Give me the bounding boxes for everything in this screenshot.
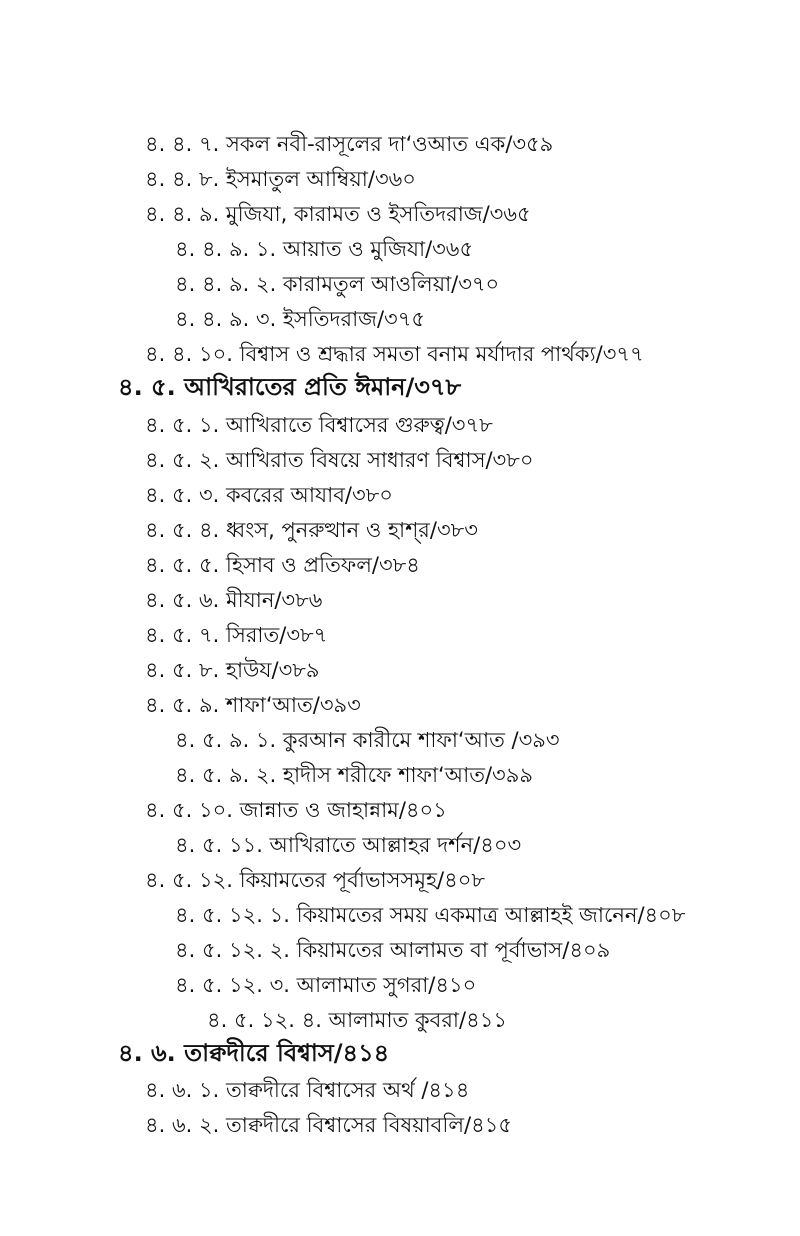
- toc-entry: ৪. ৫. ১০. জান্নাত ও জাহান্নাম/৪০১: [145, 798, 447, 822]
- toc-entry: ৪. ৫. ১২. ৪. আলামাত কুবরা/৪১১: [207, 1008, 507, 1032]
- toc-entry: ৪. ৫. ৯. শাফা‘আত/৩৯৩: [145, 693, 361, 717]
- toc-entry: ৪. ৫. ৯. ২. হাদীস শরীফে শাফা‘আত/৩৯৯: [175, 763, 533, 787]
- toc-entry: ৪. ৫. ৯. ১. কুরআন কারীমে শাফা‘আত /৩৯৩: [175, 728, 560, 752]
- toc-entry: ৪. ৫. ৬. মীযান/৩৮৬: [145, 588, 323, 612]
- toc-entry: ৪. ৫. ১২. ৩. আলামাত সুগরা/৪১০: [175, 973, 477, 997]
- toc-entry: ৪. ৫. ৫. হিসাব ও প্রতিফল/৩৮৪: [145, 553, 420, 577]
- toc-entry: ৪. ৪. ৯. ১. আয়াত ও মুজিযা/৩৬৫: [175, 237, 474, 261]
- toc-section-heading: ৪. ৫. আখিরাতের প্রতি ঈমান/৩৭৮: [118, 373, 462, 401]
- toc-entry: ৪. ৫. ৩. কবরের আযাব/৩৮০: [145, 483, 393, 507]
- toc-entry: ৪. ৫. ১২. কিয়ামতের পূর্বাভাসসমূহ/৪০৮: [145, 868, 486, 892]
- toc-entry: ৪. ৪. ১০. বিশ্বাস ও শ্রদ্ধার সমতা বনাম মর্যাদার পার্থক্য/৩৭৭: [145, 342, 644, 366]
- toc-section-heading: ৪. ৬. তাক্বদীরে বিশ্বাস/৪১৪: [118, 1039, 390, 1067]
- toc-entry: ৪. ৫. ২. আখিরাত বিষয়ে সাধারণ বিশ্বাস/৩৮০: [145, 448, 534, 472]
- toc-entry: ৪. ৫. ৭. সিরাত/৩৮৭: [145, 623, 328, 647]
- toc-entry: ৪. ৫. ১. আখিরাতে বিশ্বাসের গুরুত্ব/৩৭৮: [145, 413, 493, 437]
- toc-entry: ৪. ৬. ২. তাক্বদীরে বিশ্বাসের বিষয়াবলি/৪১৫: [145, 1113, 512, 1137]
- toc-entry: ৪. ৫. ১২. ২. কিয়ামতের আলামত বা পূর্বাভাস/৪০৯: [175, 938, 611, 962]
- toc-entry: ৪. ৪. ৯. ২. কারামতুল আওলিয়া/৩৭০: [175, 272, 500, 296]
- toc-entry: ৪. ৪. ৮. ইসমাতুল আম্বিয়া/৩৬০: [145, 167, 416, 191]
- toc-entry: ৪. ৫. ৪. ধ্বংস, পুনরুত্থান ও হাশ্‌র/৩৮৩: [145, 518, 478, 542]
- toc-entry: ৪. ৪. ৭. সকল নবী-রাসূলের দা‘ওআত এক/৩৫৯: [145, 132, 554, 156]
- toc-entry: ৪. ৪. ৯. ৩. ইসতিদরাজ/৩৭৫: [175, 307, 425, 331]
- toc-entry: ৪. ৬. ১. তাক্বদীরে বিশ্বাসের অর্থ /৪১৪: [145, 1078, 470, 1102]
- toc-entry: ৪. ৫. ৮. হাউয/৩৮৯: [145, 658, 320, 682]
- toc-entry: ৪. ৪. ৯. মুজিযা, কারামত ও ইসতিদরাজ/৩৬৫: [145, 202, 531, 226]
- toc-entry: ৪. ৫. ১১. আখিরাতে আল্লাহর দর্শন/৪০৩: [175, 833, 522, 857]
- toc-entry: ৪. ৫. ১২. ১. কিয়ামতের সময় একমাত্র আল্লাহই জানেন/৪০৮: [175, 903, 686, 927]
